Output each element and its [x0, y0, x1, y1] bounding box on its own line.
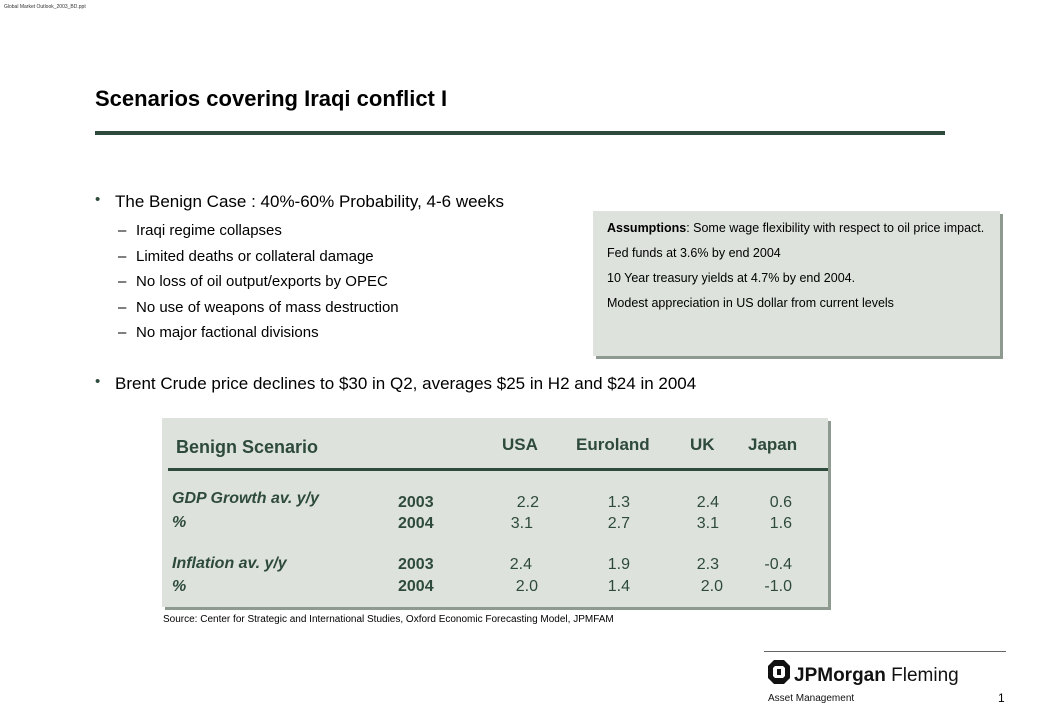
- octagon-logo-icon: [766, 658, 792, 688]
- row-year: 2003: [398, 494, 434, 511]
- assumption-line: 10 Year treasury yields at 4.7% by end 2004.: [607, 271, 856, 285]
- table-cell: 2.4: [696, 494, 719, 511]
- assumption-line: Modest appreciation in US dollar from current levels: [607, 296, 894, 310]
- sub-bullet: – Limited deaths or collateral damage: [118, 247, 374, 265]
- table-cell: 1.3: [607, 494, 630, 511]
- scenario-title: Benign Scenario: [176, 437, 319, 457]
- assumption-line: Fed funds at 3.6% by end 2004: [607, 246, 781, 260]
- row-label-gdp: GDP Growth av. y/y: [172, 490, 320, 507]
- assumptions-label: Assumptions: [607, 221, 687, 235]
- row-year: 2004: [398, 578, 434, 595]
- bullet-text: The Benign Case : 40%-60% Probability, 4-6 weeks: [115, 192, 504, 211]
- table-cell: -1.0: [764, 578, 792, 595]
- sub-bullet: – Iraqi regime collapses: [118, 222, 282, 239]
- table-cell: 1.4: [607, 578, 630, 595]
- row-label-unit: %: [172, 578, 187, 595]
- bullet-dot-icon: •: [95, 373, 101, 390]
- assumption-line: Assumptions: Some wage flexibility with respect to oil price impact.: [607, 221, 985, 235]
- page-number: 1: [998, 691, 1005, 705]
- table-cell: -0.4: [764, 556, 792, 573]
- table-header-rule: [168, 468, 828, 471]
- table-cell: 2.0: [515, 578, 538, 595]
- source-note: Source: Center for Strategic and International Studies, Oxford Economic Forecasting Model, JPMFAM: [163, 614, 614, 625]
- row-label-inflation: Inflation av. y/y: [172, 555, 287, 572]
- table-cell: 0.6: [769, 494, 792, 511]
- row-year: 2003: [398, 556, 434, 573]
- table-cell: 2.0: [700, 578, 723, 595]
- table-cell: 2.4: [509, 556, 532, 573]
- column-header-japan: Japan: [748, 435, 798, 454]
- logo-divider: [764, 651, 1006, 652]
- column-header-euroland: Euroland: [576, 435, 650, 454]
- assumptions-box: [593, 211, 1000, 356]
- logo-wordmark: JPMorgan Fleming: [794, 665, 959, 686]
- table-cell: 1.6: [769, 515, 792, 532]
- table-cell: 2.2: [516, 494, 539, 511]
- sub-bullet: – No use of weapons of mass destruction: [118, 298, 399, 316]
- slide-title: Scenarios covering Iraqi conflict I: [95, 86, 448, 111]
- column-header-usa: USA: [502, 435, 538, 454]
- table-cell: 1.9: [607, 556, 630, 573]
- table-cell: 3.1: [510, 515, 533, 532]
- row-year: 2004: [398, 515, 434, 532]
- jpmorgan-fleming-logo: [766, 658, 966, 708]
- logo-subtitle: Asset Management: [768, 693, 855, 704]
- sub-bullet: – No major factional divisions: [118, 324, 319, 341]
- table-cell: 3.1: [696, 515, 719, 532]
- benign-scenario-table: [162, 418, 828, 607]
- sub-bullet-list: [118, 218, 399, 346]
- table-cell: 2.3: [696, 556, 719, 573]
- bullet-dot-icon: •: [95, 191, 101, 208]
- bullet-text: Brent Crude price declines to $30 in Q2, averages $25 in H2 and $24 in 2004: [115, 374, 697, 393]
- row-label-unit: %: [172, 514, 187, 531]
- column-header-uk: UK: [690, 435, 715, 454]
- file-name-label: Global Market Outlook_2003_BD.ppt: [4, 4, 86, 10]
- title-underline: [95, 131, 945, 135]
- table-cell: 2.7: [607, 515, 630, 532]
- sub-bullet: – No loss of oil output/exports by OPEC: [118, 273, 388, 290]
